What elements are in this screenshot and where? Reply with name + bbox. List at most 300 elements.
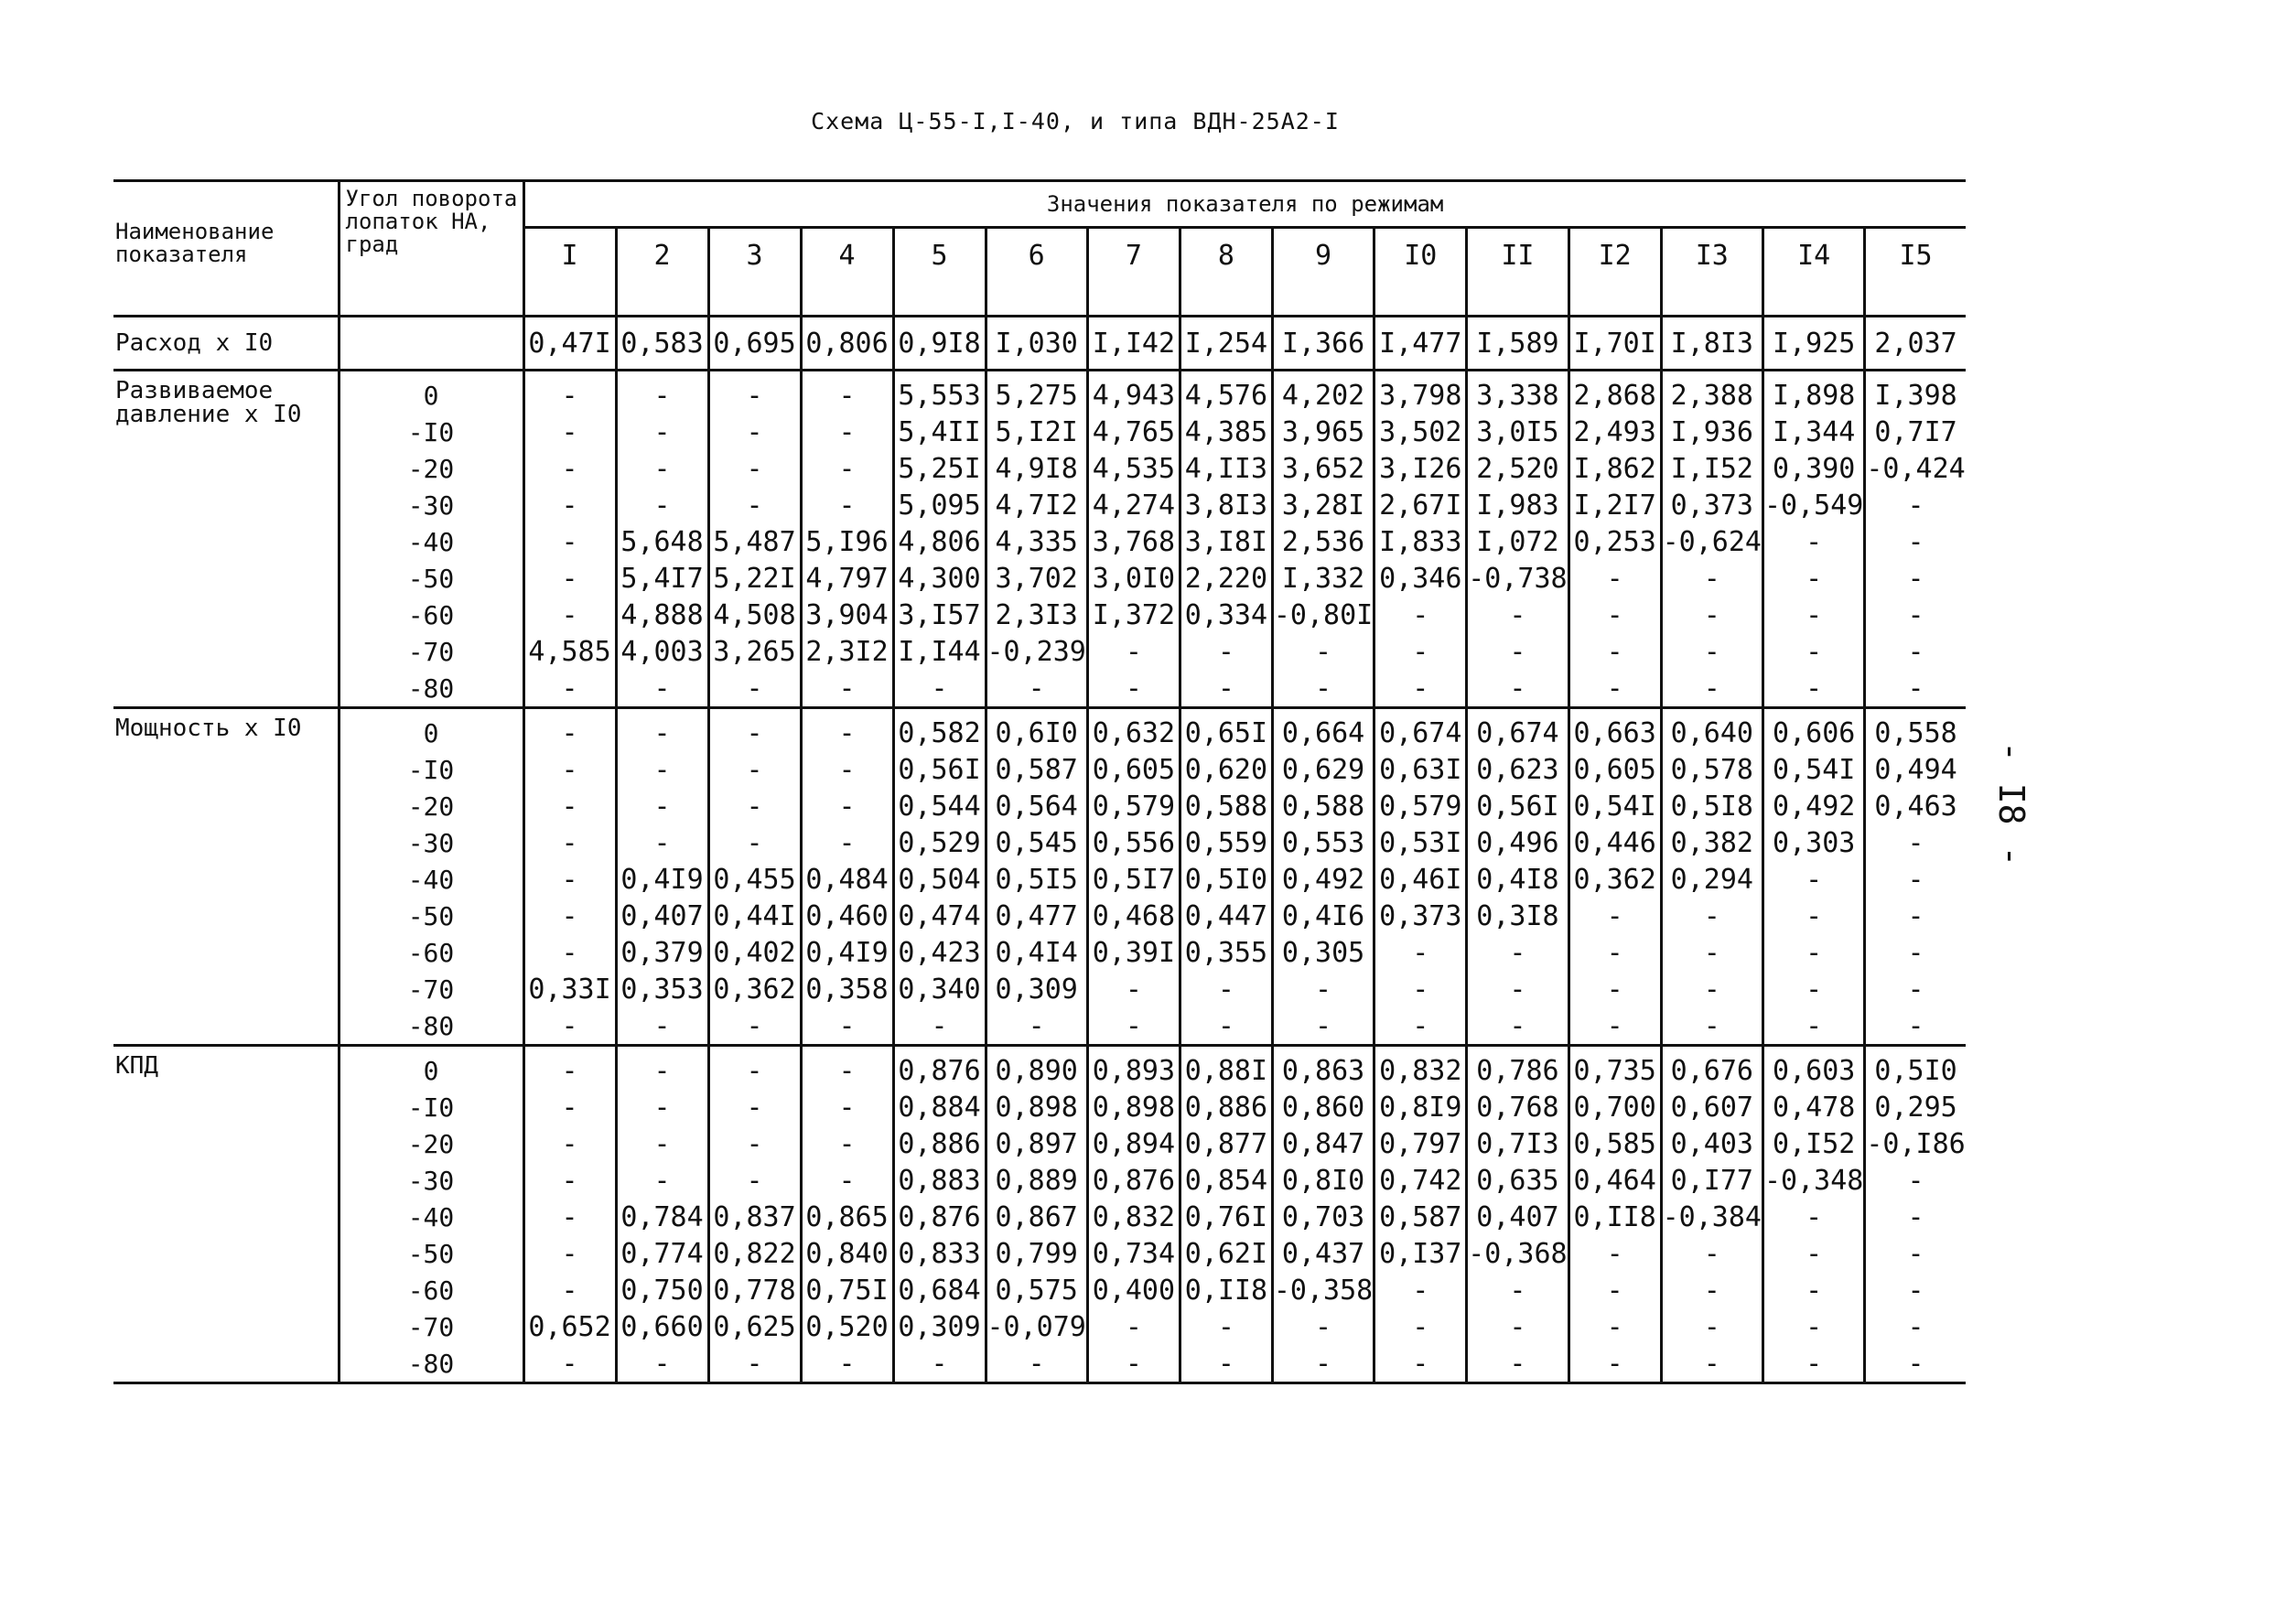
value-cell: - — [1661, 1308, 1762, 1345]
value-cell: - — [1763, 1007, 1865, 1046]
value-cell: - — [1661, 1272, 1762, 1308]
value-cell: 0,4I9 — [616, 861, 708, 898]
flow-value-cell: I,366 — [1272, 317, 1374, 371]
value-cell: - — [616, 1007, 708, 1046]
value-cell: 0,382 — [1661, 824, 1762, 861]
value-cell: - — [1865, 934, 1966, 971]
value-cell: - — [1467, 1345, 1568, 1383]
value-cell: - — [1272, 1007, 1374, 1046]
performance-table — [113, 179, 1966, 1384]
value-cell: 0,575 — [986, 1272, 1087, 1308]
table-row — [113, 523, 1966, 560]
value-cell: - — [1865, 1235, 1966, 1272]
angle-cell: -80 — [339, 670, 523, 708]
value-cell: - — [1467, 1272, 1568, 1308]
value-cell: 0,II8 — [1568, 1199, 1661, 1235]
value-cell: - — [523, 1007, 616, 1046]
table-row — [113, 487, 1966, 523]
table-row — [113, 1345, 1966, 1383]
value-cell: 0,867 — [986, 1199, 1087, 1235]
value-cell: 3,0I0 — [1087, 560, 1180, 597]
value-cell: 0,742 — [1374, 1162, 1467, 1199]
angle-cell: -30 — [339, 487, 523, 523]
angle-cell: -70 — [339, 971, 523, 1007]
value-cell: -0,738 — [1467, 560, 1568, 597]
value-cell: I,372 — [1087, 597, 1180, 633]
value-cell: - — [1763, 523, 1865, 560]
value-cell: - — [1568, 1007, 1661, 1046]
angle-cell: -70 — [339, 1308, 523, 1345]
value-cell: - — [1763, 1308, 1865, 1345]
value-cell: 4,576 — [1180, 371, 1272, 414]
value-cell: 0,390 — [1763, 450, 1865, 487]
value-cell: 0,833 — [893, 1235, 986, 1272]
value-cell: 5,648 — [616, 523, 708, 560]
value-cell: 0,684 — [893, 1272, 986, 1308]
value-cell: -0,624 — [1661, 523, 1762, 560]
value-cell: - — [523, 824, 616, 861]
value-cell: 0,877 — [1180, 1125, 1272, 1162]
mode-header: I4 — [1763, 228, 1865, 317]
value-cell: 3,338 — [1467, 371, 1568, 414]
value-cell: I,833 — [1374, 523, 1467, 560]
value-cell: 0,6I0 — [986, 708, 1087, 752]
value-cell: I,072 — [1467, 523, 1568, 560]
angle-cell: -40 — [339, 1199, 523, 1235]
value-cell: - — [801, 751, 893, 788]
mode-header: 5 — [893, 228, 986, 317]
value-cell: 0,496 — [1467, 824, 1568, 861]
value-cell: 0,39I — [1087, 934, 1180, 971]
value-cell: 0,464 — [1568, 1162, 1661, 1199]
value-cell: 0,253 — [1568, 523, 1661, 560]
value-cell: - — [523, 861, 616, 898]
value-cell: - — [1180, 670, 1272, 708]
value-cell: - — [1272, 1308, 1374, 1345]
value-cell: - — [1763, 597, 1865, 633]
value-cell: - — [1467, 1308, 1568, 1345]
value-cell: - — [801, 371, 893, 414]
value-cell: 0,606 — [1763, 708, 1865, 752]
angle-cell: -50 — [339, 1235, 523, 1272]
table-row — [113, 1162, 1966, 1199]
value-cell: 0,564 — [986, 788, 1087, 824]
value-cell: - — [1374, 1272, 1467, 1308]
value-cell: 4,274 — [1087, 487, 1180, 523]
value-cell: 0,437 — [1272, 1235, 1374, 1272]
value-cell: - — [1763, 1272, 1865, 1308]
value-cell: 0,379 — [616, 934, 708, 971]
value-cell: 0,I37 — [1374, 1235, 1467, 1272]
value-cell: 0,373 — [1374, 898, 1467, 934]
value-cell: 2,536 — [1272, 523, 1374, 560]
mode-header: I3 — [1661, 228, 1762, 317]
value-cell: 3,8I3 — [1180, 487, 1272, 523]
value-cell: - — [1374, 1345, 1467, 1383]
flow-value-cell: I,70I — [1568, 317, 1661, 371]
value-cell: -0,079 — [986, 1308, 1087, 1345]
value-cell: 0,894 — [1087, 1125, 1180, 1162]
value-cell: - — [523, 708, 616, 752]
value-cell: - — [1374, 597, 1467, 633]
value-cell: 0,897 — [986, 1125, 1087, 1162]
value-cell: 0,I77 — [1661, 1162, 1762, 1199]
value-cell: 0,635 — [1467, 1162, 1568, 1199]
value-cell: - — [523, 1272, 616, 1308]
value-cell: 0,605 — [1568, 751, 1661, 788]
value-cell: - — [1272, 971, 1374, 1007]
value-cell: 0,886 — [893, 1125, 986, 1162]
table-row — [113, 898, 1966, 934]
value-cell: 4,585 — [523, 633, 616, 670]
value-cell: - — [523, 597, 616, 633]
value-cell: 3,28I — [1272, 487, 1374, 523]
value-cell: - — [616, 487, 708, 523]
header-angle: Угол поворота лопаток НА, град — [339, 181, 523, 317]
value-cell: - — [1374, 1007, 1467, 1046]
value-cell: - — [1087, 670, 1180, 708]
value-cell: 3,768 — [1087, 523, 1180, 560]
mode-header: I5 — [1865, 228, 1966, 317]
value-cell: - — [1467, 1007, 1568, 1046]
value-cell: 0,578 — [1661, 751, 1762, 788]
value-cell: 4,300 — [893, 560, 986, 597]
value-cell: 0,676 — [1661, 1046, 1762, 1090]
value-cell: - — [616, 788, 708, 824]
value-cell: - — [523, 371, 616, 414]
angle-cell: -50 — [339, 898, 523, 934]
value-cell: 0,447 — [1180, 898, 1272, 934]
value-cell: 3,904 — [801, 597, 893, 633]
value-cell: - — [801, 1162, 893, 1199]
value-cell: - — [523, 560, 616, 597]
value-cell: - — [708, 487, 801, 523]
value-cell: - — [1865, 523, 1966, 560]
value-cell: 0,477 — [986, 898, 1087, 934]
value-cell: - — [1087, 971, 1180, 1007]
value-cell: 3,502 — [1374, 414, 1467, 450]
value-cell: - — [1180, 1308, 1272, 1345]
value-cell: - — [801, 487, 893, 523]
value-cell: 4,806 — [893, 523, 986, 560]
value-cell: - — [801, 788, 893, 824]
value-cell: - — [1661, 597, 1762, 633]
value-cell: 0,674 — [1374, 708, 1467, 752]
value-cell: 0,44I — [708, 898, 801, 934]
value-cell: - — [1763, 1345, 1865, 1383]
value-cell: -0,549 — [1763, 487, 1865, 523]
value-cell: - — [1568, 898, 1661, 934]
value-cell: 0,309 — [986, 971, 1087, 1007]
value-cell: - — [893, 1345, 986, 1383]
value-cell: 0,735 — [1568, 1046, 1661, 1090]
value-cell: - — [708, 450, 801, 487]
value-cell: 5,487 — [708, 523, 801, 560]
flow-value-cell: I,477 — [1374, 317, 1467, 371]
value-cell: 2,520 — [1467, 450, 1568, 487]
mode-header: 6 — [986, 228, 1087, 317]
table-row — [113, 371, 1966, 414]
value-cell: 0,56I — [893, 751, 986, 788]
value-cell: 0,309 — [893, 1308, 986, 1345]
value-cell: 0,33I — [523, 971, 616, 1007]
value-cell: 0,402 — [708, 934, 801, 971]
value-cell: - — [1568, 597, 1661, 633]
table-row — [113, 670, 1966, 708]
value-cell: - — [1763, 560, 1865, 597]
value-cell: - — [708, 708, 801, 752]
value-cell: - — [1180, 971, 1272, 1007]
value-cell: 0,303 — [1763, 824, 1865, 861]
value-cell: 4,003 — [616, 633, 708, 670]
flow-value-cell: I,254 — [1180, 317, 1272, 371]
value-cell: 0,474 — [893, 898, 986, 934]
value-cell: - — [708, 371, 801, 414]
value-cell: 0,587 — [986, 751, 1087, 788]
value-cell: - — [1568, 1345, 1661, 1383]
value-cell: - — [1374, 971, 1467, 1007]
table-row — [113, 560, 1966, 597]
value-cell: - — [1661, 633, 1762, 670]
value-cell: 0,582 — [893, 708, 986, 752]
value-cell: 0,5I5 — [986, 861, 1087, 898]
value-cell: - — [1568, 560, 1661, 597]
value-cell: I,I44 — [893, 633, 986, 670]
flow-row — [113, 317, 1966, 371]
value-cell: 0,407 — [616, 898, 708, 934]
table-row — [113, 1046, 1966, 1090]
value-cell: 0,484 — [801, 861, 893, 898]
value-cell: - — [1661, 934, 1762, 971]
value-cell: 3,652 — [1272, 450, 1374, 487]
value-cell: I,I52 — [1661, 450, 1762, 487]
value-cell: 0,355 — [1180, 934, 1272, 971]
value-cell: -0,368 — [1467, 1235, 1568, 1272]
angle-cell: -I0 — [339, 751, 523, 788]
value-cell: - — [616, 450, 708, 487]
value-cell: 0,7I3 — [1467, 1125, 1568, 1162]
value-cell: - — [1568, 1272, 1661, 1308]
value-cell: - — [523, 1046, 616, 1090]
value-cell: - — [523, 1125, 616, 1162]
value-cell: 0,II8 — [1180, 1272, 1272, 1308]
value-cell: - — [616, 824, 708, 861]
value-cell: 0,529 — [893, 824, 986, 861]
value-cell: 0,553 — [1272, 824, 1374, 861]
value-cell: 2,3I3 — [986, 597, 1087, 633]
value-cell: - — [1374, 934, 1467, 971]
value-cell: - — [1467, 934, 1568, 971]
value-cell: 4,9I8 — [986, 450, 1087, 487]
value-cell: - — [1374, 670, 1467, 708]
value-cell: 4,202 — [1272, 371, 1374, 414]
value-cell: 0,832 — [1087, 1199, 1180, 1235]
angle-cell: -20 — [339, 788, 523, 824]
value-cell: 0,579 — [1087, 788, 1180, 824]
value-cell: 4,535 — [1087, 450, 1180, 487]
value-cell: - — [1865, 861, 1966, 898]
value-cell: 0,407 — [1467, 1199, 1568, 1235]
value-cell: 5,553 — [893, 371, 986, 414]
angle-cell: -40 — [339, 861, 523, 898]
value-cell: - — [523, 1199, 616, 1235]
value-cell: - — [1087, 1007, 1180, 1046]
mode-header: 8 — [1180, 228, 1272, 317]
angle-cell: -70 — [339, 633, 523, 670]
table-row — [113, 824, 1966, 861]
flow-value-cell: 0,47I — [523, 317, 616, 371]
value-cell: 0,76I — [1180, 1199, 1272, 1235]
value-cell: 0,5I0 — [1180, 861, 1272, 898]
table-row — [113, 861, 1966, 898]
value-cell: 0,7I7 — [1865, 414, 1966, 450]
value-cell: - — [523, 487, 616, 523]
value-cell: 0,88I — [1180, 1046, 1272, 1090]
value-cell: 0,860 — [1272, 1089, 1374, 1125]
value-cell: 4,335 — [986, 523, 1087, 560]
flow-value-cell: I,925 — [1763, 317, 1865, 371]
value-cell: 0,774 — [616, 1235, 708, 1272]
header-name: Наименование показателя — [113, 181, 339, 317]
value-cell: 0,353 — [616, 971, 708, 1007]
value-cell: - — [708, 1007, 801, 1046]
angle-cell: -30 — [339, 824, 523, 861]
value-cell: - — [616, 371, 708, 414]
value-cell: 3,798 — [1374, 371, 1467, 414]
value-cell: - — [616, 1046, 708, 1090]
value-cell: 2,388 — [1661, 371, 1762, 414]
value-cell: - — [801, 1125, 893, 1162]
group-label: КПД — [113, 1046, 339, 1383]
value-cell: 0,664 — [1272, 708, 1374, 752]
value-cell: - — [523, 1089, 616, 1125]
value-cell: 0,797 — [1374, 1125, 1467, 1162]
angle-cell: -80 — [339, 1345, 523, 1383]
value-cell: 0,4I6 — [1272, 898, 1374, 934]
value-cell: 0,53I — [1374, 824, 1467, 861]
value-cell: 0,62I — [1180, 1235, 1272, 1272]
value-cell: 0,492 — [1272, 861, 1374, 898]
value-cell: 4,797 — [801, 560, 893, 597]
value-cell: 0,822 — [708, 1235, 801, 1272]
value-cell: I,898 — [1763, 371, 1865, 414]
value-cell: 2,868 — [1568, 371, 1661, 414]
value-cell: I,936 — [1661, 414, 1762, 450]
value-cell: 0,294 — [1661, 861, 1762, 898]
value-cell: - — [1865, 1007, 1966, 1046]
mode-header: 2 — [616, 228, 708, 317]
value-cell: 0,346 — [1374, 560, 1467, 597]
value-cell: - — [1568, 1235, 1661, 1272]
value-cell: - — [1865, 633, 1966, 670]
value-cell: 0,423 — [893, 934, 986, 971]
value-cell: -0,80I — [1272, 597, 1374, 633]
value-cell: - — [523, 670, 616, 708]
value-cell: 0,4I4 — [986, 934, 1087, 971]
value-cell: 0,63I — [1374, 751, 1467, 788]
value-cell: 0,603 — [1763, 1046, 1865, 1090]
value-cell: - — [523, 523, 616, 560]
value-cell: - — [708, 1046, 801, 1090]
value-cell: - — [1374, 633, 1467, 670]
table-row — [113, 1308, 1966, 1345]
value-cell: - — [616, 414, 708, 450]
value-cell: - — [1865, 1272, 1966, 1308]
value-cell: 0,876 — [893, 1199, 986, 1235]
value-cell: I,862 — [1568, 450, 1661, 487]
value-cell: - — [1661, 1345, 1762, 1383]
table-row — [113, 708, 1966, 752]
value-cell: 0,750 — [616, 1272, 708, 1308]
table-row — [113, 1089, 1966, 1125]
value-cell: - — [801, 450, 893, 487]
angle-cell: -60 — [339, 1272, 523, 1308]
value-cell: - — [1568, 633, 1661, 670]
page-title: Схема Ц-55-I,I-40, и типа ВДН-25А2-I — [811, 108, 1340, 134]
value-cell: 5,4I7 — [616, 560, 708, 597]
flow-value-cell: I,8I3 — [1661, 317, 1762, 371]
value-cell: - — [1180, 1007, 1272, 1046]
value-cell: 0,520 — [801, 1308, 893, 1345]
value-cell: 0,5I0 — [1865, 1046, 1966, 1090]
value-cell: 0,340 — [893, 971, 986, 1007]
table-row — [113, 1272, 1966, 1308]
flow-value-cell: 0,806 — [801, 317, 893, 371]
table-row — [113, 1125, 1966, 1162]
value-cell: 0,492 — [1763, 788, 1865, 824]
value-cell: - — [893, 1007, 986, 1046]
value-cell: - — [1568, 971, 1661, 1007]
value-cell: 0,778 — [708, 1272, 801, 1308]
value-cell: 0,403 — [1661, 1125, 1762, 1162]
value-cell: 4,7I2 — [986, 487, 1087, 523]
value-cell: - — [1272, 1345, 1374, 1383]
value-cell: - — [523, 414, 616, 450]
value-cell: 5,I96 — [801, 523, 893, 560]
angle-cell: 0 — [339, 371, 523, 414]
value-cell: - — [1865, 670, 1966, 708]
angle-cell: -30 — [339, 1162, 523, 1199]
table-row — [113, 934, 1966, 971]
value-cell: -0,I86 — [1865, 1125, 1966, 1162]
value-cell: 0,660 — [616, 1308, 708, 1345]
value-cell: - — [616, 1089, 708, 1125]
value-cell: - — [616, 1125, 708, 1162]
mode-header: I0 — [1374, 228, 1467, 317]
value-cell: 0,544 — [893, 788, 986, 824]
value-cell: 3,965 — [1272, 414, 1374, 450]
value-cell: 0,3I8 — [1467, 898, 1568, 934]
value-cell: 0,8I0 — [1272, 1162, 1374, 1199]
value-cell: 2,220 — [1180, 560, 1272, 597]
value-cell: 0,54I — [1568, 788, 1661, 824]
value-cell: - — [1374, 1308, 1467, 1345]
angle-cell: -I0 — [339, 414, 523, 450]
table-row — [113, 1007, 1966, 1046]
value-cell: -0,384 — [1661, 1199, 1762, 1235]
value-cell: - — [1272, 633, 1374, 670]
header-group-caption: Значения показателя по режимам — [523, 181, 1966, 228]
value-cell: 0,832 — [1374, 1046, 1467, 1090]
value-cell: 0,559 — [1180, 824, 1272, 861]
value-cell: 4,385 — [1180, 414, 1272, 450]
value-cell: - — [1865, 1199, 1966, 1235]
angle-cell: -20 — [339, 450, 523, 487]
group-label: Развиваемое давление х I0 — [113, 371, 339, 708]
value-cell: 0,446 — [1568, 824, 1661, 861]
value-cell: - — [1865, 824, 1966, 861]
value-cell: 0,863 — [1272, 1046, 1374, 1090]
